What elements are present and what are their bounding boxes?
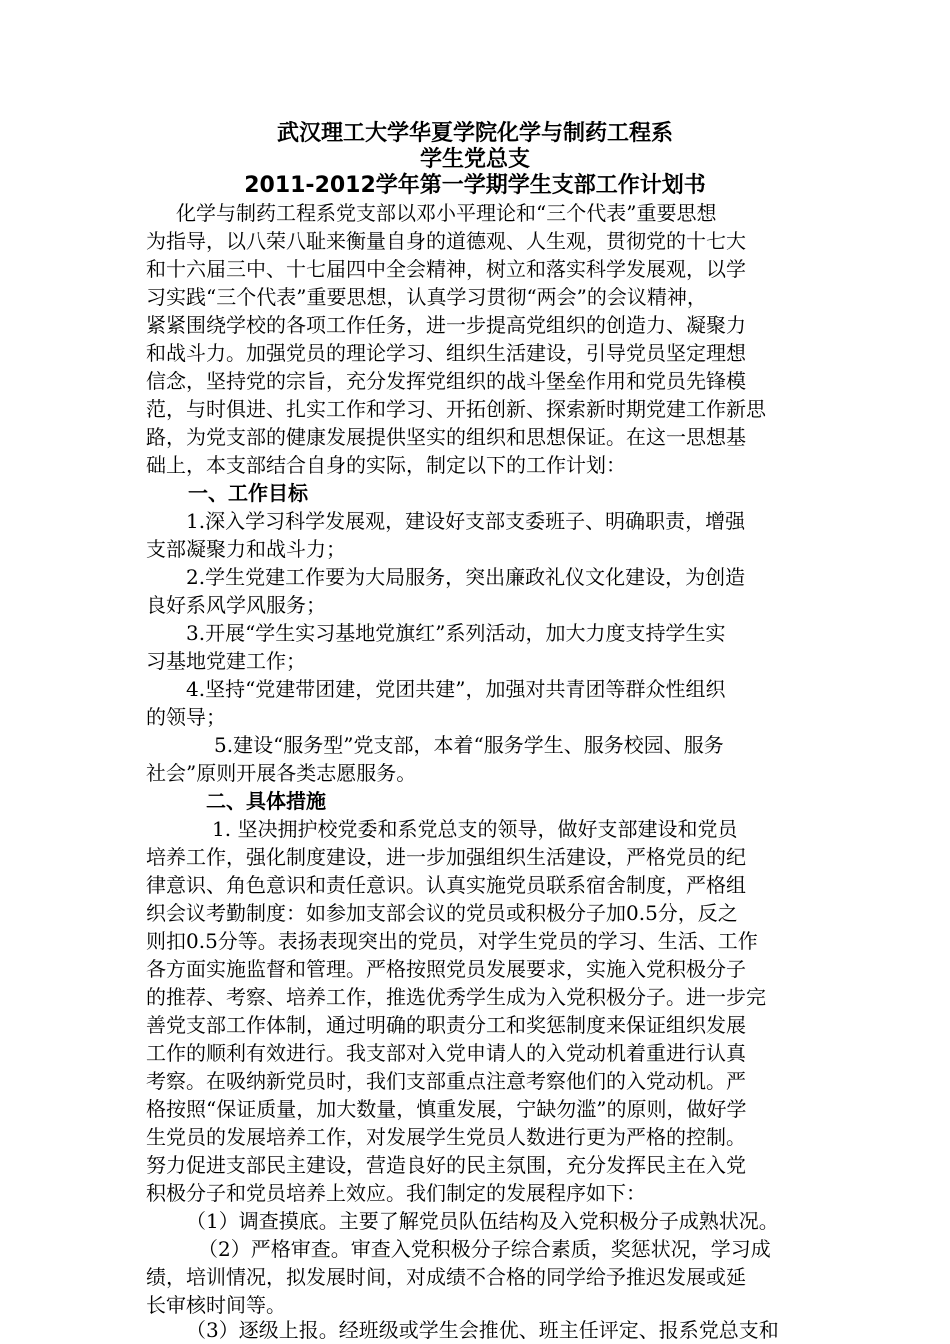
document-title-line-3: 2011-2012学年第一学期学生支部工作计划书 (244, 173, 706, 198)
document-title-line-2: 学生党总支 (419, 147, 530, 172)
document-page: 武汉理工大学华夏学院化学与制药工程系 学生党总支 2011-2012学年第一学期学生支部工作计划书 化学与制药工程系党支部以邓小平理论和“三个代表”重要思想 为指导，以八荣八耻来衡量自身的道德观、人生观，贯彻党的十七大 和十六届三中、十七届四中全会精神，树立和落实科学发展观，以学 习实践“三个代表”重要思想，认真学习贯彻“两会”的会议精神， 紧紧围绕学校的各项工作任务，进一步提高党组织的创造力、凝聚力 和战斗力。加强党员的理论学习、组织生活建设，引导党员坚定理想 信念，坚持党的宗旨，充分发挥党组织的战斗堡垒作用和党员先锋模 范，与时俱进、扎实工作和学习、开拓创新、探索新时期党建工作新思 路，为党支部的健康发展提供坚实的组织和思想保证。在这一思想基 础上，本支部结合自身的实际，制定以下的工作计划： 一、工作目标 1.深入学习科学发展观，建设好支部支委班子、明确职责，增强 支部凝聚力和战斗力； 2.学生党建工作要为大局服务，突出廉政礼仪文化建设，为创造 良好系风学风服务； 3.开展“学生实习基地党旗红”系列活动，加大力度支持学生实 习基地党建工作； 4.坚持“党建带团建，党团共建”，加强对共青团等群众性组织 的领导； 5.建设“服务型”党支部，本着“服务学生、服务校园、服务 社会”原则开展各类志愿服务。 二、具体措施 1. 坚决拥护校党委和系党总支的领导，做好支部建设和党员 培养工作，强化制度建设，进一步加强组织生活建设，严格党员的纪 律意识、角色意识和责任意识。认真实施党员联系宿舍制度，严格组 织会议考勤制度：如参加支部会议的党员或积极分子加0.5分，反之 则扣0.5分等。表扬表现突出的党员，对学生党员的学习、生活、工作 各方面实施监督和管理。严格按照党员发展要求，实施入党积极分子 的推荐、考察、培养工作，推选优秀学生成为入党积极分子。进一步完 善党支部工作体制，通过明确的职责分工和奖惩制度来保证组织发展 工作的顺利有效进行。我支部对入党申请人的入党动机着重进行认真 考察。在吸纳新党员时，我们支部重点注意考察他们的入党动机。严 格按照“保证质量，加大数量，慎重发展，宁缺勿滥”的原则，做好学 生党员的发展培养工作，对发展学生党员人数进行更为严格的控制。 努力促进支部民主建设，营造良好的民主氛围，充分发挥民主在入党 积极分子和党员培养上效应。我们制定的发展程序如下： （1）调查摸底。主要了解党员队伍结构及入党积极分子成熟状况。 （2）严格审查。审查入党积极分子综合素质，奖惩状况，学习成 绩，培训情况，拟发展时间，对成绩不合格的同学给予推迟发展或延 长审核时间等。 （3）逐级上报。经班级或学生会推优、班主任评定、报系党总支和 (0, 0, 950, 1344)
document-title-line-1: 武汉理工大学华夏学院化学与制药工程系 (276, 121, 673, 146)
